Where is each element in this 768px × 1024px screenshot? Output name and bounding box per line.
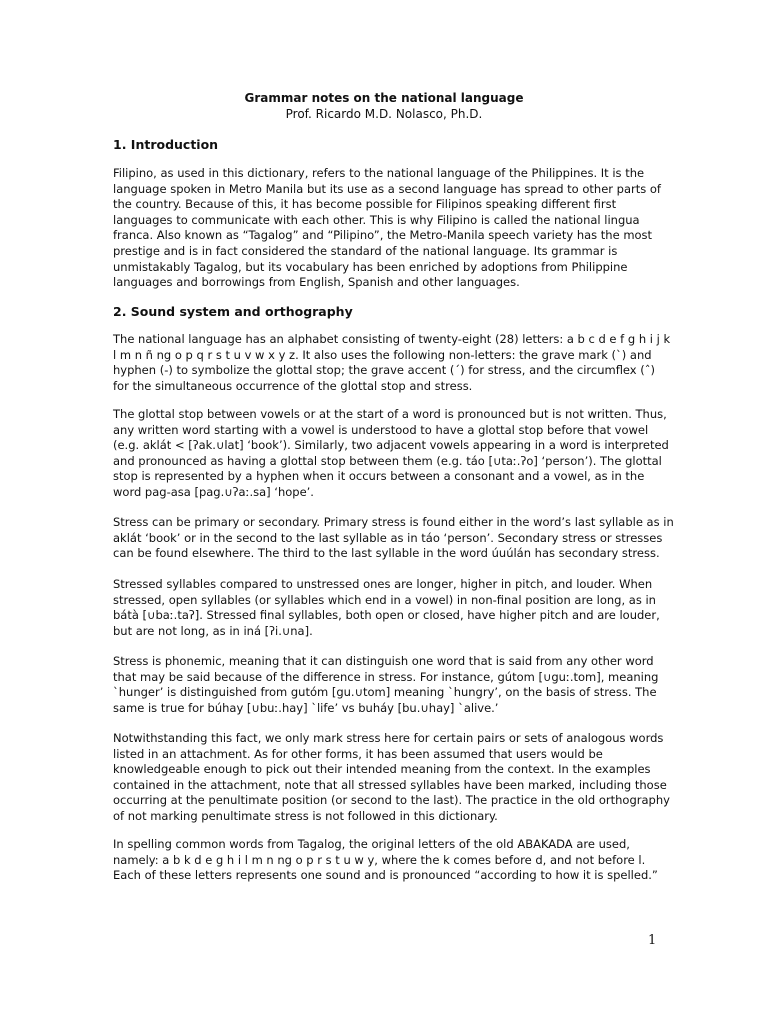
paragraph-line: knowledgeable enough to pick out their intended meaning from the context. In the examples bbox=[113, 762, 651, 777]
section-heading-sound-system: 2. Sound system and orthography bbox=[113, 304, 353, 319]
paragraph-line: franca. Also known as “Tagalog” and “Pilipino”, the Metro-Manila speech variety has the most bbox=[113, 228, 653, 243]
paragraph-line: Filipino, as used in this dictionary, refers to the national language of the Philippines. It is the bbox=[113, 166, 645, 180]
paragraph-line: can be found elsewhere. The third to the last syllable in the word úuúlán has secondary stress. bbox=[113, 546, 660, 561]
paragraph-line: stop is represented by a hyphen when it occurs between a consonant and a vowel, as in the bbox=[113, 469, 645, 484]
paragraph-line: The national language has an alphabet consisting of twenty-eight (28) letters: a b c d e f g h i j k bbox=[113, 332, 671, 346]
paragraph-line: Each of these letters represents one sound and is pronounced “according to how it is spelled.” bbox=[113, 868, 658, 883]
paragraph-line: namely: a b k d e g h i l m n ng o p r s t u w y, where the k comes before d, and not before l. bbox=[113, 852, 646, 867]
paragraph-line: but are not long, as in iná [ʔi.∪na]. bbox=[113, 623, 313, 638]
section-heading-introduction: 1. Introduction bbox=[113, 137, 219, 152]
paragraph-line: (e.g. aklát < [ʔak.∪lat] ‘book’). Similarly, two adjacent vowels appearing in a word is interpreted bbox=[113, 438, 669, 453]
paragraph-line: unmistakably Tagalog, but its vocabulary has been enriched by adoptions from Philippine bbox=[113, 259, 628, 274]
page-number: 1 bbox=[648, 933, 657, 948]
paragraph-introduction bbox=[113, 166, 661, 291]
paragraph-stress-types bbox=[113, 515, 674, 562]
paragraph-phonemic-stress bbox=[113, 654, 659, 716]
paragraph-line: of not marking penultimate stress is not followed in this dictionary. bbox=[113, 808, 498, 823]
paragraph-line: hyphen (-) to symbolize the glottal stop; the grave accent (´) for stress, and the circumflex (ˆ) bbox=[113, 363, 655, 378]
paragraph-line: stressed, open syllables (or syllables which end in a vowel) in non-final position are long, as in bbox=[113, 592, 656, 607]
paragraph-line: Stressed syllables compared to unstressed ones are longer, higher in pitch, and louder. When bbox=[113, 577, 653, 591]
paragraph-line: any written word starting with a vowel is understood to have a glottal stop before that vowel bbox=[113, 422, 649, 437]
document-title: Grammar notes on the national language bbox=[244, 91, 524, 105]
paragraph-line: languages to communicate with each other. This is why Filipino is called the national lingua bbox=[113, 212, 640, 227]
paragraph-line: language spoken in Metro Manila but its use as a second language has spread to other parts of bbox=[113, 181, 661, 196]
paragraph-line: prestige and is in fact considered the standard of the national language. Its grammar is bbox=[113, 243, 618, 258]
paragraph-line: The glottal stop between vowels or at the start of a word is pronounced but is not written. Thus, bbox=[113, 407, 667, 421]
paragraph-line: aklát ‘book’ or in the second to the last syllable as in táo ‘person’. Secondary stress or stresses bbox=[113, 530, 663, 545]
paragraph-alphabet bbox=[113, 332, 671, 394]
paragraph-line: the country. Because of this, it has become possible for Filipinos speaking different first bbox=[113, 197, 617, 212]
paragraph-line: languages and borrowings from English, Spanish and other languages. bbox=[113, 275, 520, 290]
paragraph-line: Notwithstanding this fact, we only mark stress here for certain pairs or sets of analogous words bbox=[113, 731, 664, 745]
paragraph-glottal-stop bbox=[113, 407, 669, 501]
paragraph-line: occurring at the penultimate position (or second to the last). The practice in the old orthography bbox=[113, 793, 670, 808]
paragraph-line: listed in an attachment. As for other forms, it has been assumed that users would be bbox=[113, 746, 603, 761]
paragraph-marking-stress bbox=[113, 731, 670, 825]
document-author: Prof. Ricardo M.D. Nolasco, Ph.D. bbox=[285, 107, 483, 121]
paragraph-line: that may be said because of the difference in stress. For instance, gútom [∪guː.tom], meaning bbox=[113, 669, 659, 684]
paragraph-line: Stress can be primary or secondary. Primary stress is found either in the word’s last syllable as in bbox=[113, 515, 674, 529]
paragraph-line: Stress is phonemic, meaning that it can distinguish one word that is said from any other word bbox=[113, 654, 654, 668]
paragraph-line: and pronounced as having a glottal stop between them (e.g. táo [∪taː.ʔo] ‘person’). The glottal bbox=[113, 453, 662, 468]
paragraph-line: contained in the attachment, note that all stressed syllables have been marked, including those bbox=[113, 777, 667, 792]
paragraph-line: word pag-asa [pag.∪ʔaː.sa] ‘hope’. bbox=[113, 484, 314, 499]
paragraph-line: bátà [∪baː.taʔ]. Stressed final syllables, both open or closed, have higher pitch and are louder, bbox=[113, 608, 660, 623]
paragraph-abakada bbox=[113, 837, 658, 884]
paragraph-line: In spelling common words from Tagalog, the original letters of the old ABAKADA are used, bbox=[113, 837, 630, 851]
paragraph-line: `hunger’ is distinguished from gutóm [gu.∪tom] meaning `hungry’, on the basis of stress. The bbox=[113, 685, 657, 700]
paragraph-line: for the simultaneous occurrence of the glottal stop and stress. bbox=[113, 378, 473, 393]
paragraph-stressed-syllables bbox=[113, 577, 660, 639]
paragraph-line: same is true for búhay [∪buː.hay] `life’ vs buháy [bu.∪hay] `alive.’ bbox=[113, 700, 499, 715]
paragraph-line: l m n ñ ng o p q r s t u v w x y z. It also uses the following non-letters: the grave mark (`) and bbox=[113, 347, 652, 362]
